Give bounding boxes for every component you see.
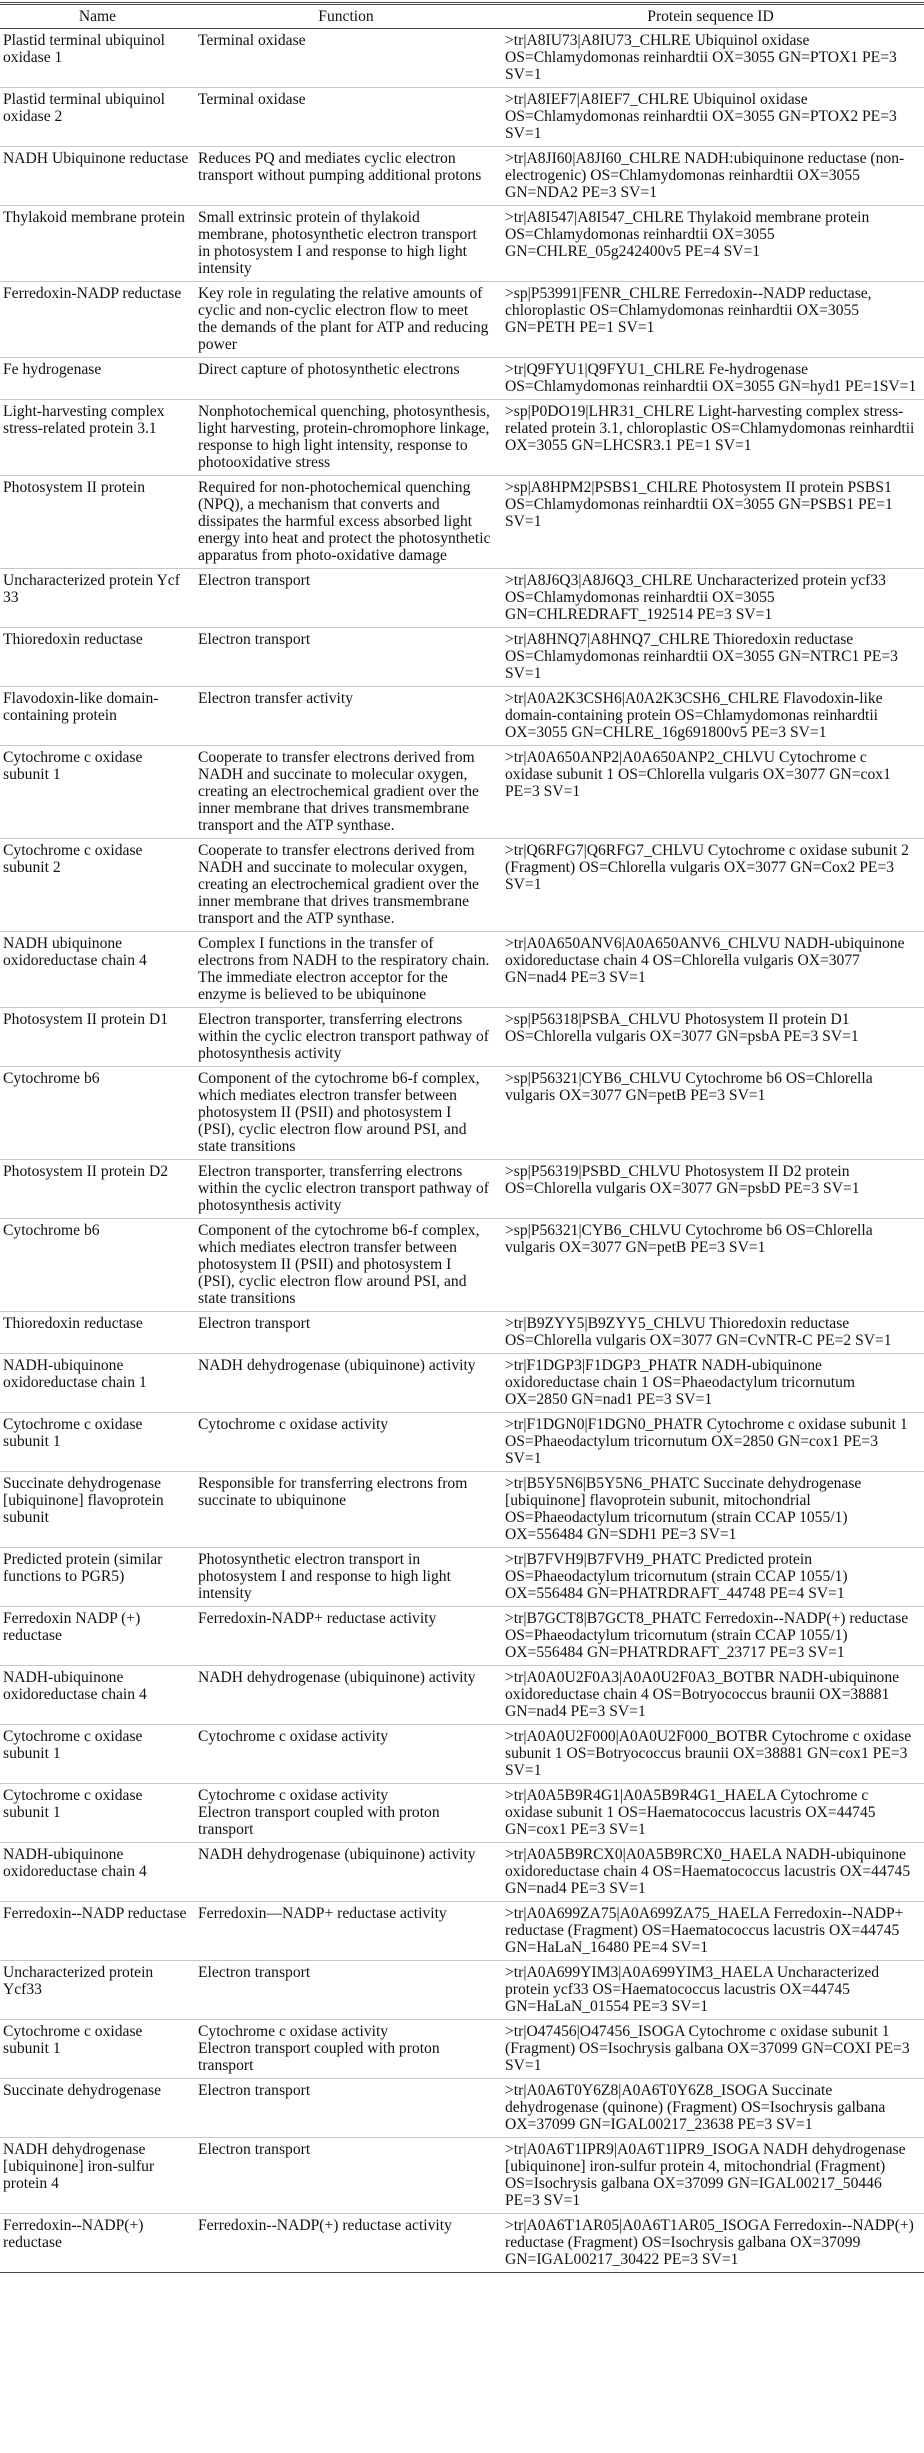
protein-function-cell: Key role in regulating the relative amounts of cyclic and non-cyclic electron flow to meet the demands of the plant for ATP and reducing power xyxy=(195,282,497,358)
sequence-id-cell: >tr|B5Y5N6|B5Y5N6_PHATC Succinate dehydrogenase [ubiquinone] flavoprotein subunit, mitochondrial OS=Phaeodactylum tricornutum (strain CCAP 1055/1) OX=556484 GN=SDH1 PE=3 SV=1 xyxy=(497,1472,924,1548)
sequence-id-cell: >tr|A0A5B9R4G1|A0A5B9R4G1_HAELA Cytochrome c oxidase subunit 1 OS=Haematococcus lacustris OX=44745 GN=cox1 PE=3 SV=1 xyxy=(497,1784,924,1843)
protein-function-cell: Component of the cytochrome b6-f complex, which mediates electron transfer between photosystem II (PSII) and photosystem I (PSI), cyclic electron flow around PSI, and state transitions xyxy=(195,1219,497,1312)
table-row xyxy=(0,1725,924,1784)
protein-function-cell: Cooperate to transfer electrons derived from NADH and succinate to molecular oxygen, creating an electrochemical gradient over the inner membrane that drives transmembrane transport and the ATP synthase. xyxy=(195,839,497,932)
header-sequence-id: Protein sequence ID xyxy=(497,4,924,29)
protein-function-cell: Cytochrome c oxidase activity Electron transport coupled with proton transport xyxy=(195,1784,497,1843)
protein-name-cell: Cytochrome c oxidase subunit 1 xyxy=(0,1725,195,1784)
sequence-id-cell: >sp|P56318|PSBA_CHLVU Photosystem II protein D1 OS=Chlorella vulgaris OX=3077 GN=psbA PE=3 SV=1 xyxy=(497,1008,924,1067)
table-row xyxy=(0,1219,924,1312)
protein-name-cell: NADH-ubiquinone oxidoreductase chain 1 xyxy=(0,1354,195,1413)
table-row xyxy=(0,569,924,628)
sequence-id-cell: >tr|B7FVH9|B7FVH9_PHATC Predicted protein OS=Phaeodactylum tricornutum (strain CCAP 1055/1) OX=556484 GN=PHATRDRAFT_44748 PE=4 SV=1 xyxy=(497,1548,924,1607)
sequence-id-cell: >tr|A0A6T1IPR9|A0A6T1IPR9_ISOGA NADH dehydrogenase [ubiquinone] iron-sulfur protein 4, mitochondrial (Fragment) OS=Isochrysis galbana OX=37099 GN=IGAL00217_50446 PE=3 SV=1 xyxy=(497,2138,924,2214)
protein-function-cell: Electron transport xyxy=(195,2138,497,2214)
protein-function-cell: Cytochrome c oxidase activity xyxy=(195,1413,497,1472)
protein-function-cell: Ferredoxin-NADP+ reductase activity xyxy=(195,1607,497,1666)
table-row xyxy=(0,1008,924,1067)
protein-function-cell: Electron transfer activity xyxy=(195,687,497,746)
protein-name-cell: Photosystem II protein D2 xyxy=(0,1160,195,1219)
sequence-id-cell: >tr|A0A699YIM3|A0A699YIM3_HAELA Uncharacterized protein ycf33 OS=Haematococcus lacustris OX=44745 GN=HaLaN_01554 PE=3 SV=1 xyxy=(497,1961,924,2020)
protein-name-cell: Thioredoxin reductase xyxy=(0,1312,195,1354)
protein-name-cell: Ferredoxin NADP (+) reductase xyxy=(0,1607,195,1666)
protein-function-cell: Electron transport xyxy=(195,1312,497,1354)
table-row xyxy=(0,29,924,88)
table-row xyxy=(0,1961,924,2020)
protein-name-cell: Ferredoxin-NADP reductase xyxy=(0,282,195,358)
sequence-id-cell: >sp|P56319|PSBD_CHLVU Photosystem II D2 protein OS=Chlorella vulgaris OX=3077 GN=psbD PE=3 SV=1 xyxy=(497,1160,924,1219)
sequence-id-cell: >tr|A0A6T1AR05|A0A6T1AR05_ISOGA Ferredoxin--NADP(+) reductase (Fragment) OS=Isochrysis galbana OX=37099 GN=IGAL00217_30422 PE=3 SV=1 xyxy=(497,2214,924,2273)
protein-function-cell: Responsible for transferring electrons from succinate to ubiquinone xyxy=(195,1472,497,1548)
table-row xyxy=(0,687,924,746)
protein-name-cell: Cytochrome c oxidase subunit 1 xyxy=(0,1784,195,1843)
sequence-id-cell: >tr|O47456|O47456_ISOGA Cytochrome c oxidase subunit 1 (Fragment) OS=Isochrysis galbana OX=37099 GN=COXI PE=3 SV=1 xyxy=(497,2020,924,2079)
protein-function-cell: Cooperate to transfer electrons derived from NADH and succinate to molecular oxygen, creating an electrochemical gradient over the inner membrane that drives transmembrane transport and the ATP synthase. xyxy=(195,746,497,839)
protein-name-cell: Cytochrome c oxidase subunit 1 xyxy=(0,1413,195,1472)
protein-function-cell: Electron transport xyxy=(195,2079,497,2138)
protein-name-cell: Thioredoxin reductase xyxy=(0,628,195,687)
sequence-id-cell: >tr|Q9FYU1|Q9FYU1_CHLRE Fe-hydrogenase OS=Chlamydomonas reinhardtii OX=3055 GN=hyd1 PE=1SV=1 xyxy=(497,358,924,400)
protein-name-cell: Uncharacterized protein Ycf 33 xyxy=(0,569,195,628)
sequence-id-cell: >tr|A8HNQ7|A8HNQ7_CHLRE Thioredoxin reductase OS=Chlamydomonas reinhardtii OX=3055 GN=NTRC1 PE=3 SV=1 xyxy=(497,628,924,687)
protein-name-cell: Cytochrome c oxidase subunit 1 xyxy=(0,746,195,839)
protein-function-cell: Complex I functions in the transfer of electrons from NADH to the respiratory chain. The immediate electron acceptor for the enzyme is believed to be ubiquinone xyxy=(195,932,497,1008)
table-row xyxy=(0,2079,924,2138)
table-row xyxy=(0,1067,924,1160)
sequence-id-cell: >tr|F1DGN0|F1DGN0_PHATR Cytochrome c oxidase subunit 1 OS=Phaeodactylum tricornutum OX=2850 GN=cox1 PE=3 SV=1 xyxy=(497,1413,924,1472)
protein-name-cell: Cytochrome b6 xyxy=(0,1219,195,1312)
protein-function-cell: Electron transporter, transferring electrons within the cyclic electron transport pathway of photosynthesis activity xyxy=(195,1160,497,1219)
table-row xyxy=(0,839,924,932)
table-body xyxy=(0,29,924,2273)
protein-function-cell: Electron transport xyxy=(195,628,497,687)
protein-name-cell: Photosystem II protein xyxy=(0,476,195,569)
table-row xyxy=(0,1548,924,1607)
table-row xyxy=(0,1607,924,1666)
table-row xyxy=(0,358,924,400)
table-row xyxy=(0,476,924,569)
sequence-id-cell: >tr|B9ZYY5|B9ZYY5_CHLVU Thioredoxin reductase OS=Chlorella vulgaris OX=3077 GN=CvNTR-C PE=2 SV=1 xyxy=(497,1312,924,1354)
protein-name-cell: NADH dehydrogenase [ubiquinone] iron-sulfur protein 4 xyxy=(0,2138,195,2214)
protein-function-cell: Electron transporter, transferring electrons within the cyclic electron transport pathway of photosynthesis activity xyxy=(195,1008,497,1067)
protein-name-cell: Ferredoxin--NADP reductase xyxy=(0,1902,195,1961)
protein-function-cell: Reduces PQ and mediates cyclic electron transport without pumping additional protons xyxy=(195,147,497,206)
protein-name-cell: Fe hydrogenase xyxy=(0,358,195,400)
protein-function-cell: Cytochrome c oxidase activity xyxy=(195,1725,497,1784)
protein-name-cell: Photosystem II protein D1 xyxy=(0,1008,195,1067)
header-name: Name xyxy=(0,4,195,29)
table-row xyxy=(0,746,924,839)
table-row xyxy=(0,1472,924,1548)
sequence-id-cell: >tr|F1DGP3|F1DGP3_PHATR NADH-ubiquinone oxidoreductase chain 1 OS=Phaeodactylum tricornutum OX=2850 GN=nad1 PE=3 SV=1 xyxy=(497,1354,924,1413)
table-row xyxy=(0,1160,924,1219)
protein-name-cell: NADH-ubiquinone oxidoreductase chain 4 xyxy=(0,1666,195,1725)
protein-name-cell: Thylakoid membrane protein xyxy=(0,206,195,282)
sequence-id-cell: >tr|A8J6Q3|A8J6Q3_CHLRE Uncharacterized protein ycf33 OS=Chlamydomonas reinhardtii OX=3055 GN=CHLREDRAFT_192514 PE=3 SV=1 xyxy=(497,569,924,628)
sequence-id-cell: >tr|Q6RFG7|Q6RFG7_CHLVU Cytochrome c oxidase subunit 2 (Fragment) OS=Chlorella vulgaris OX=3077 GN=Cox2 PE=3 SV=1 xyxy=(497,839,924,932)
protein-function-cell: Ferredoxin--NADP(+) reductase activity xyxy=(195,2214,497,2273)
table-row xyxy=(0,932,924,1008)
protein-name-cell: Cytochrome c oxidase subunit 2 xyxy=(0,839,195,932)
protein-table xyxy=(0,2,924,2273)
table-row xyxy=(0,282,924,358)
sequence-id-cell: >tr|A0A650ANP2|A0A650ANP2_CHLVU Cytochrome c oxidase subunit 1 OS=Chlorella vulgaris OX=3077 GN=cox1 PE=3 SV=1 xyxy=(497,746,924,839)
protein-function-cell: Component of the cytochrome b6-f complex, which mediates electron transfer between photosystem II (PSII) and photosystem I (PSI), cyclic electron flow around PSI, and state transitions xyxy=(195,1067,497,1160)
protein-name-cell: Cytochrome b6 xyxy=(0,1067,195,1160)
protein-function-cell: NADH dehydrogenase (ubiquinone) activity xyxy=(195,1354,497,1413)
header-function: Function xyxy=(195,4,497,29)
protein-function-cell: Photosynthetic electron transport in photosystem I and response to high light intensity xyxy=(195,1548,497,1607)
protein-function-cell: Required for non-photochemical quenching (NPQ), a mechanism that converts and dissipates the harmful excess absorbed light energy into heat and protect the photosynthetic apparatus from photo-oxidative damage xyxy=(195,476,497,569)
sequence-id-cell: >tr|A0A0U2F0A3|A0A0U2F0A3_BOTBR NADH-ubiquinone oxidoreductase chain 4 OS=Botryococcus braunii OX=38881 GN=nad4 PE=3 SV=1 xyxy=(497,1666,924,1725)
table-header xyxy=(0,4,924,29)
table-row xyxy=(0,1843,924,1902)
sequence-id-cell: >sp|P53991|FENR_CHLRE Ferredoxin--NADP reductase, chloroplastic OS=Chlamydomonas reinhardtii OX=3055 GN=PETH PE=1 SV=1 xyxy=(497,282,924,358)
protein-name-cell: Flavodoxin-like domain-containing protein xyxy=(0,687,195,746)
protein-function-cell: NADH dehydrogenase (ubiquinone) activity xyxy=(195,1666,497,1725)
protein-name-cell: NADH Ubiquinone reductase xyxy=(0,147,195,206)
sequence-id-cell: >sp|A8HPM2|PSBS1_CHLRE Photosystem II protein PSBS1 OS=Chlamydomonas reinhardtii OX=3055 GN=PSBS1 PE=1 SV=1 xyxy=(497,476,924,569)
table-row xyxy=(0,2138,924,2214)
sequence-id-cell: >sp|P56321|CYB6_CHLVU Cytochrome b6 OS=Chlorella vulgaris OX=3077 GN=petB PE=3 SV=1 xyxy=(497,1067,924,1160)
protein-name-cell: Predicted protein (similar functions to PGR5) xyxy=(0,1548,195,1607)
sequence-id-cell: >tr|A0A5B9RCX0|A0A5B9RCX0_HAELA NADH-ubiquinone oxidoreductase chain 4 OS=Haematococcus lacustris OX=44745 GN=nad4 PE=3 SV=1 xyxy=(497,1843,924,1902)
sequence-id-cell: >tr|B7GCT8|B7GCT8_PHATC Ferredoxin--NADP(+) reductase OS=Phaeodactylum tricornutum (strain CCAP 1055/1) OX=556484 GN=PHATRDRAFT_23717 PE=3 SV=1 xyxy=(497,1607,924,1666)
protein-name-cell: Plastid terminal ubiquinol oxidase 2 xyxy=(0,88,195,147)
sequence-id-cell: >tr|A0A0U2F000|A0A0U2F000_BOTBR Cytochrome c oxidase subunit 1 OS=Botryococcus braunii OX=38881 GN=cox1 PE=3 SV=1 xyxy=(497,1725,924,1784)
table-row xyxy=(0,628,924,687)
protein-function-cell: Nonphotochemical quenching, photosynthesis, light harvesting, protein-chromophore linkage, response to high light intensity, response to photooxidative stress xyxy=(195,400,497,476)
table-row xyxy=(0,1902,924,1961)
protein-name-cell: Plastid terminal ubiquinol oxidase 1 xyxy=(0,29,195,88)
protein-function-cell: Cytochrome c oxidase activity Electron transport coupled with proton transport xyxy=(195,2020,497,2079)
protein-function-cell: Direct capture of photosynthetic electrons xyxy=(195,358,497,400)
protein-name-cell: NADH-ubiquinone oxidoreductase chain 4 xyxy=(0,1843,195,1902)
protein-name-cell: NADH ubiquinone oxidoreductase chain 4 xyxy=(0,932,195,1008)
table-row xyxy=(0,1784,924,1843)
sequence-id-cell: >tr|A0A650ANV6|A0A650ANV6_CHLVU NADH-ubiquinone oxidoreductase chain 4 OS=Chlorella vulgaris OX=3077 GN=nad4 PE=3 SV=1 xyxy=(497,932,924,1008)
sequence-id-cell: >tr|A0A2K3CSH6|A0A2K3CSH6_CHLRE Flavodoxin-like domain-containing protein OS=Chlamydomonas reinhardtii OX=3055 GN=CHLRE_16g691800v5 PE=3 SV=1 xyxy=(497,687,924,746)
sequence-id-cell: >tr|A8IEF7|A8IEF7_CHLRE Ubiquinol oxidase OS=Chlamydomonas reinhardtii OX=3055 GN=PTOX2 PE=3 SV=1 xyxy=(497,88,924,147)
sequence-id-cell: >sp|P0DO19|LHR31_CHLRE Light-harvesting complex stress-related protein 3.1, chloroplastic OS=Chlamydomonas reinhardtii OX=3055 GN=LHCSR3.1 PE=1 SV=1 xyxy=(497,400,924,476)
protein-name-cell: Ferredoxin--NADP(+) reductase xyxy=(0,2214,195,2273)
protein-function-cell: Electron transport xyxy=(195,1961,497,2020)
protein-name-cell: Cytochrome c oxidase subunit 1 xyxy=(0,2020,195,2079)
protein-function-cell: Terminal oxidase xyxy=(195,29,497,88)
sequence-id-cell: >tr|A0A699ZA75|A0A699ZA75_HAELA Ferredoxin--NADP+ reductase (Fragment) OS=Haematococcus lacustris OX=44745 GN=HaLaN_16480 PE=4 SV=1 xyxy=(497,1902,924,1961)
sequence-id-cell: >tr|A8I547|A8I547_CHLRE Thylakoid membrane protein OS=Chlamydomonas reinhardtii OX=3055 GN=CHLRE_05g242400v5 PE=4 SV=1 xyxy=(497,206,924,282)
table-row xyxy=(0,1413,924,1472)
protein-function-cell: Ferredoxin—NADP+ reductase activity xyxy=(195,1902,497,1961)
table-row xyxy=(0,147,924,206)
protein-function-cell: Electron transport xyxy=(195,569,497,628)
protein-function-cell: NADH dehydrogenase (ubiquinone) activity xyxy=(195,1843,497,1902)
table-row xyxy=(0,206,924,282)
protein-name-cell: Succinate dehydrogenase [ubiquinone] flavoprotein subunit xyxy=(0,1472,195,1548)
table-row xyxy=(0,2020,924,2079)
table-row xyxy=(0,1666,924,1725)
protein-name-cell: Uncharacterized protein Ycf33 xyxy=(0,1961,195,2020)
table-row xyxy=(0,1354,924,1413)
protein-function-cell: Small extrinsic protein of thylakoid membrane, photosynthetic electron transport in photosystem I and response to high light intensity xyxy=(195,206,497,282)
sequence-id-cell: >tr|A0A6T0Y6Z8|A0A6T0Y6Z8_ISOGA Succinate dehydrogenase (quinone) (Fragment) OS=Isochrysis galbana OX=37099 GN=IGAL00217_23638 PE=3 SV=1 xyxy=(497,2079,924,2138)
table-row xyxy=(0,2214,924,2273)
sequence-id-cell: >tr|A8IU73|A8IU73_CHLRE Ubiquinol oxidase OS=Chlamydomonas reinhardtii OX=3055 GN=PTOX1 PE=3 SV=1 xyxy=(497,29,924,88)
protein-name-cell: Succinate dehydrogenase xyxy=(0,2079,195,2138)
sequence-id-cell: >sp|P56321|CYB6_CHLVU Cytochrome b6 OS=Chlorella vulgaris OX=3077 GN=petB PE=3 SV=1 xyxy=(497,1219,924,1312)
table-row xyxy=(0,1312,924,1354)
protein-name-cell: Light-harvesting complex stress-related protein 3.1 xyxy=(0,400,195,476)
table-row xyxy=(0,88,924,147)
sequence-id-cell: >tr|A8JI60|A8JI60_CHLRE NADH:ubiquinone reductase (non-electrogenic) OS=Chlamydomonas reinhardtii OX=3055 GN=NDA2 PE=3 SV=1 xyxy=(497,147,924,206)
header-row xyxy=(0,4,924,29)
protein-function-cell: Terminal oxidase xyxy=(195,88,497,147)
table-row xyxy=(0,400,924,476)
